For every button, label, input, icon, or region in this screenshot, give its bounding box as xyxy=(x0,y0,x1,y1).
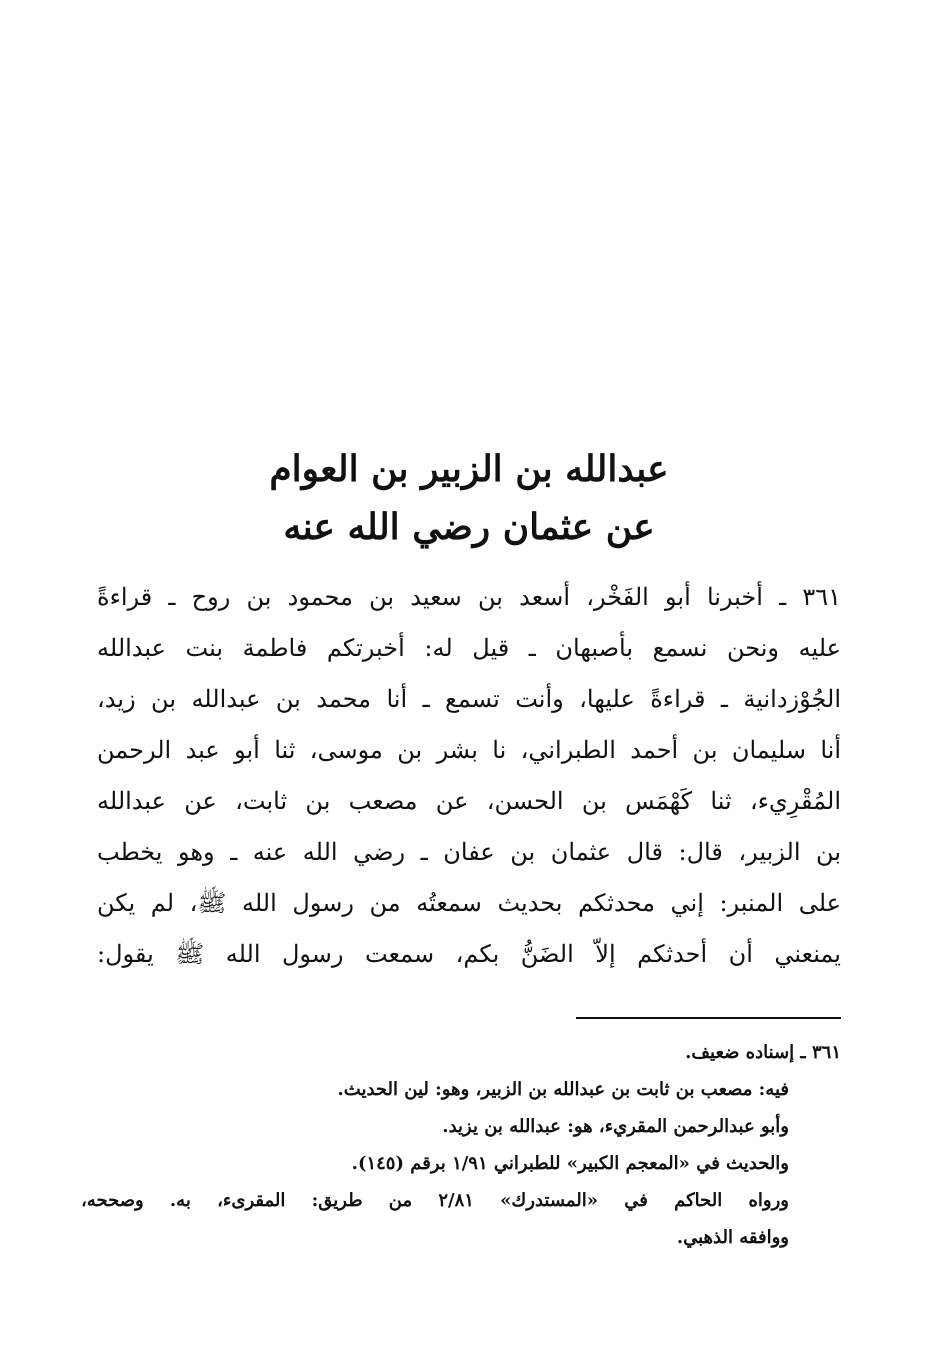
hadith-line: على المنبر: إني محدثكم بحديث سمعتُه من رسول الله ﷺ، لم يكن xyxy=(97,889,841,917)
footnotes xyxy=(81,1034,841,1256)
footnote-line: والحديث في «المعجم الكبير» للطبراني ١/٩١ برقم (١٤٥). xyxy=(351,1153,789,1174)
hadith-line: الجُوْزدانية ـ قراءةً عليها، وأنت تسمع ـ أنا محمد بن عبدالله بن زيد، xyxy=(97,685,841,713)
chapter-title-line-1: عبدالله بن الزبير بن العوام xyxy=(269,448,669,490)
hadith-line: أنا سليمان بن أحمد الطبراني، نا بشر بن موسى، ثنا أبو عبد الرحمن xyxy=(97,736,841,764)
hadith-line: ٣٦١ ـ أخبرنا أبو الفَخْر، أسعد بن سعيد بن محمود بن روح ـ قراءةً xyxy=(97,583,841,611)
footnote-line: ووافقه الذهبي. xyxy=(676,1227,789,1248)
footnote-line: ورواه الحاكم في «المستدرك» ٢/٨١ من طريق: المقرىء، به. وصححه، xyxy=(81,1190,789,1211)
chapter-title xyxy=(120,440,818,556)
hadith-line: عليه ونحن نسمع بأصبهان ـ قيل له: أخبرتكم فاطمة بنت عبدالله xyxy=(97,634,841,662)
chapter-title-line-2: عن عثمان رضي الله عنه xyxy=(283,506,655,548)
hadith-line: المُقْرِيء، ثنا كَهْمَس بن الحسن، عن مصعب بن ثابت، عن عبدالله xyxy=(97,787,841,815)
footnote-line: فيه: مصعب بن ثابت بن عبدالله بن الزبير، وهو: لين الحديث. xyxy=(337,1079,789,1100)
hadith-line: يمنعني أن أحدثكم إلاّ الضَنُّ بكم، سمعت رسول الله ﷺ يقول: xyxy=(97,940,841,968)
footnote-line: وأبو عبدالرحمن المقريء، هو: عبدالله بن يزيد. xyxy=(442,1116,789,1137)
footnote-divider xyxy=(576,1017,841,1019)
hadith-line: بن الزبير، قال: قال عثمان بن عفان ـ رضي الله عنه ـ وهو يخطب xyxy=(97,838,841,866)
footnote-heading: ٣٦١ ـ إسناده ضعيف. xyxy=(685,1042,841,1063)
hadith-text xyxy=(97,572,841,980)
